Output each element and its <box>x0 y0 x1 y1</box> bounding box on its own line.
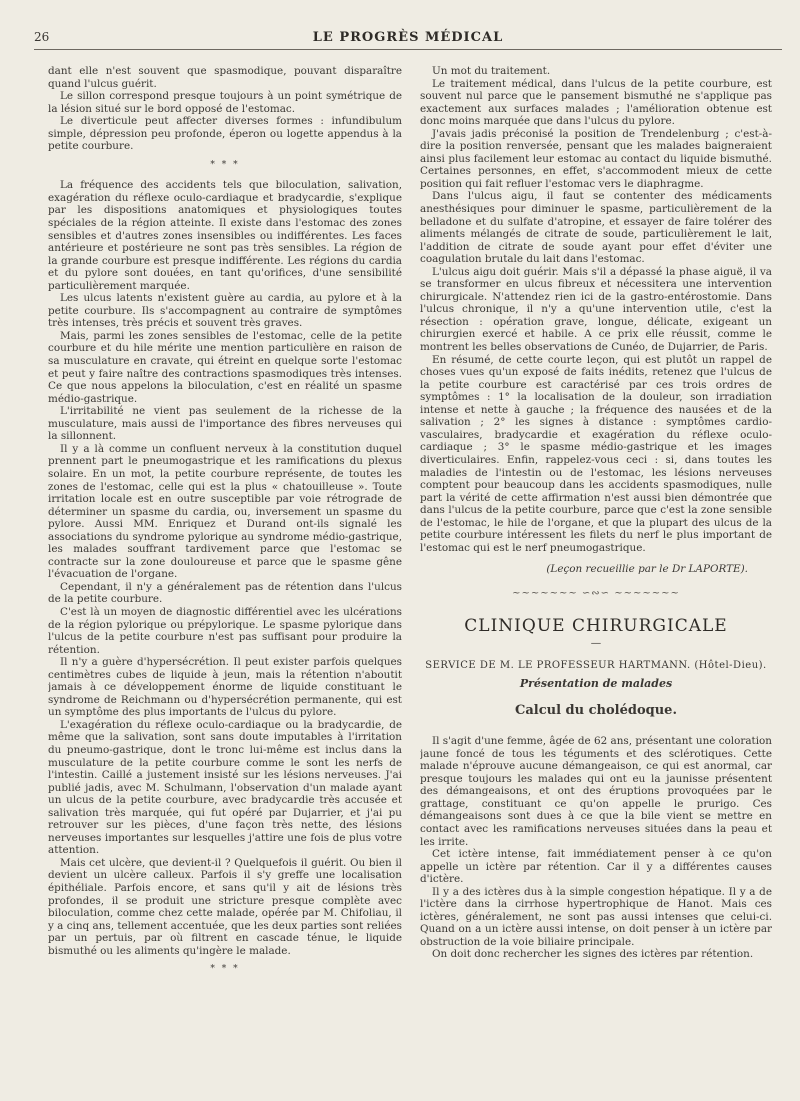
paragraph: L'irritabilité ne vient pas seulement de la richesse de la musculature, mais aussi de l'importance des fibres nerveuses qui la sillonnent. <box>48 405 402 443</box>
heading-dash: — <box>590 636 602 649</box>
paragraph: Le diverticule peut affecter diverses formes : infundibulum simple, dépression peu profonde, éperon ou logette appendus à la petite courbure. <box>48 115 402 153</box>
paragraph: La fréquence des accidents tels que biloculation, salivation, exagération du réflexe oculo-cardiaque et bradycardie, s'explique par les dispositions anatomiques et physiologiques toutes spéciales de la région atteinte. Il existe dans l'estomac des zones sensibles et d'autres zones insensibles ou indifférentes. Les faces antérieure et postérieure ne sont pas très sensibles. La région de la grande courbure est presque indifférente. Les régions du cardia et du pylore sont douées, en tant qu'orifices, d'une sensibilité particulièrement marquée. <box>48 179 402 292</box>
paragraph: L'ulcus aigu doit guérir. Mais s'il a dépassé la phase aiguë, il va se transformer en ulcus fibreux et nécessitera une intervention chirurgicale. N'attendez rien ici de la gastro-entérostomie. Dans l'ulcus chronique, il n'y a qu'une intervention utile, c'est la résection : opération grave, longue, délicate, exigeant un chirurgien exercé et habile. A ce prix elle réussit, comme le montrent les belles observations de Cunéo, de Dujarrier, de Paris. <box>420 265 772 354</box>
paragraph: Mais cet ulcère, que devient-il ? Quelquefois il guérit. Ou bien il devient un ulcère calleux. Parfois il s'y greffe une localisation épithéliale. Parfois encore, et sans qu'il y ait de lésions très profondes, il se produit une stricture presque complète avec biloculation, comme chez cette malade, opérée par M. Chifoliau, il y a cinq ans, tellement accentuée, que les deux parties sont reliées par un pertuis, par où filtrent en cascade ténue, le liquide bismuthé ou les aliments qu'ingère le malade. <box>48 856 402 957</box>
article-title: Calcul du cholédoque. <box>515 702 677 718</box>
presentation-subheading: Présentation de malades <box>519 677 673 691</box>
ornament-divider: ~~~~~~~ ∽∾∽ ~~~~~~~ <box>512 587 680 599</box>
paragraph: C'est là un moyen de diagnostic différentiel avec les ulcérations de la région pylorique ou prépylorique. Le spasme pylorique dans l'ulcus de la petite courbure n'est pas suffisant pour produire la rétention. <box>48 605 402 656</box>
paragraph: Le sillon correspond presque toujours à un point symétrique de la lésion situé sur le bord opposé de l'estomac. <box>48 90 402 115</box>
service-line: SERVICE DE M. LE PROFESSEUR HARTMANN. (Hôtel-Dieu). <box>425 659 767 671</box>
page-header <box>34 30 782 48</box>
paragraph: Dans l'ulcus aigu, il faut se contenter des médicaments anesthésiques pour diminuer le spasme, particulièrement de la belladone et du sulfate d'atropine, et essayer de faire tolérer des aliments mélangés de citrate de soude, particulièrement le lait, l'addition de citrate de soude ayant pour effet d'éviter une coagulation brutale du lait dans l'estomac. <box>420 190 772 266</box>
section-heading: CLINIQUE CHIRURGICALE <box>464 616 728 637</box>
paragraph: dant elle n'est souvent que spasmodique, pouvant disparaître quand l'ulcus guérit. <box>48 65 402 90</box>
paragraph: Cet ictère intense, fait immédiatement penser à ce qu'on appelle un ictère par rétention. Car il y a différentes causes d'ictère. <box>420 848 772 886</box>
paragraph: En résumé, de cette courte leçon, qui est plutôt un rappel de choses vues qu'un exposé de faits inédits, retenez que l'ulcus de la petite courbure est caractérisé par ces trois ordres de symptômes : 1° la localisation de la douleur, son irradiation intense et nette à gauche ; la fréquence des nausées et de la salivation ; 2° les signes à distance : symptômes cardio-vasculaires, bradycardie et exagération du réflexe oculo-cardiaque ; 3° le spasme médio-gastrique et les images diverticulaires. Enfin, rappelez-vous ceci : si, dans toutes les maladies de l'intestin ou de l'estomac, les lésions nerveuses comptent pour beaucoup dans les accidents spasmodiques, nulle part la vérité de cette affirmation n'est aussi bien démontrée que dans l'ulcus de la petite courbure, parce que c'est la zone sensible de l'estomac, le hile de l'organe, et que la plupart des ulcus de la petite courbure intéressent les filets du nerf le plus important de l'estomac qui est le nerf pneumogastrique. <box>420 353 772 554</box>
paragraph: Mais, parmi les zones sensibles de l'estomac, celle de la petite courbure et du hile mérite une mention particulière en raison de sa musculature en cravate, qui étreint en quelque sorte l'estomac et peut y faire naître des contractions spasmodiques très intenses. Ce que nous appelons la biloculation, c'est en réalité un spasme médio-gastrique. <box>48 329 402 405</box>
paragraph: Il y a là comme un confluent nerveux à la constitution duquel prennent part le pneumogastrique et les ramifications du plexus solaire. En un mot, la petite courbure représente, de toutes les zones de l'estomac, celle qui est la plus « chatouilleuse ». Toute irritation locale est en outre susceptible par voie rétrograde de déterminer un spasme du cardia, ou, inversement un spasme du pylore. Aussi MM. Enriquez et Durand ont-ils signalé les associations du syndrome pylorique au syndrome médio-gastrique, les malades souffrant tardivement parce que l'estomac se contracte sur la zone douloureuse et parce que le spasme gêne l'évacuation de l'organe. <box>48 442 402 581</box>
right-column <box>420 65 772 1085</box>
paragraph: J'avais jadis préconisé la position de Trendelenburg ; c'est-à-dire la position renversée, pensant que les malades baigneraient ainsi plus facilement leur estomac au contact du liquide bismuthé. Certaines personnes, en effet, s'accommodent mieux de cette position qui fait refluer l'estomac vers le diaphragme. <box>420 127 772 190</box>
paragraph: Cependant, il n'y a généralement pas de rétention dans l'ulcus de la petite courbure. <box>48 580 402 606</box>
paragraph: Un mot du traitement. <box>432 65 551 77</box>
lecture-signature: (Leçon recueillie par le Dr LAPORTE). <box>546 563 748 576</box>
section-separator: * * * <box>210 964 240 975</box>
paragraph: Les ulcus latents n'existent guère au cardia, au pylore et à la petite courbure. Ils s'accompagnent au contraire de symptômes très intenses, très précis et souvent très graves. <box>48 292 402 330</box>
paragraph: Il s'agit d'une femme, âgée de 62 ans, présentant une coloration jaune foncé de tous les téguments et des sclérotiques. Cette malade n'éprouve aucune démangeaison, ce qui est anormal, car presque toujours les malades qui ont eu la jaunisse présentent des démangeaisons, et ont des éruptions provoquées par le grattage, constituant ce qu'on appelle le prurigo. Ces démangeaisons sont dues à ce que la bile vient se mettre en contact avec les ramifications nerveuses situées dans la peau et les irrite. <box>420 735 772 848</box>
header-rule <box>34 49 782 50</box>
left-column <box>48 65 402 1085</box>
paragraph: On doit donc rechercher les signes des ictères par rétention. <box>432 948 754 961</box>
page-number: 26 <box>34 30 50 44</box>
paragraph: L'exagération du réflexe oculo-cardiaque ou la bradycardie, de même que la salivation, sont sans doute imputables à l'irritation du pneumo-gastrique, dont le tronc lui-même est inclus dans la musculature de la petite courbure comme le sont les nerfs de l'intestin. Caillé a justement insisté sur les lésions nerveuses. J'ai publié jadis, avec M. Schulmann, l'observation d'un malade ayant un ulcus de la petite courbure, avec bradycardie très accusée et salivation très marquée, qui fut opéré par Dujarrier, et j'ai pu retrouver sur les pièces, d'une façon très nette, des lésions nerveuses importantes sur lesquelles j'attire une fois de plus votre attention. <box>48 718 402 857</box>
section-separator: * * * <box>210 159 240 170</box>
journal-title: LE PROGRÈS MÉDICAL <box>312 30 504 45</box>
paragraph: Il y a des ictères dus à la simple congestion hépatique. Il y a de l'ictère dans la cirrhose hypertrophique de Hanot. Mais ces ictères, généralement, ne sont pas aussi intenses que celui-ci. Quand on a un ictère aussi intense, on doit penser à un ictère par obstruction de la voie biliaire principale. <box>420 885 772 948</box>
paragraph: Le traitement médical, dans l'ulcus de la petite courbure, est souvent nul parce que le pansement bismuthé ne s'applique pas exactement aux surfaces malades ; l'amélioration obtenue est donc moins marquée que dans l'ulcus du pylore. <box>420 77 772 128</box>
paragraph: Il n'y a guère d'hypersécrétion. Il peut exister parfois quelques centimètres cubes de liquide à jeun, mais la rétention n'aboutit jamais à ce développement énorme de liquide constituant le syndrome de Reichmann ou d'hypersécrétion permanente, qui est un symptôme des plus importants de l'ulcus du pylore. <box>48 656 402 719</box>
